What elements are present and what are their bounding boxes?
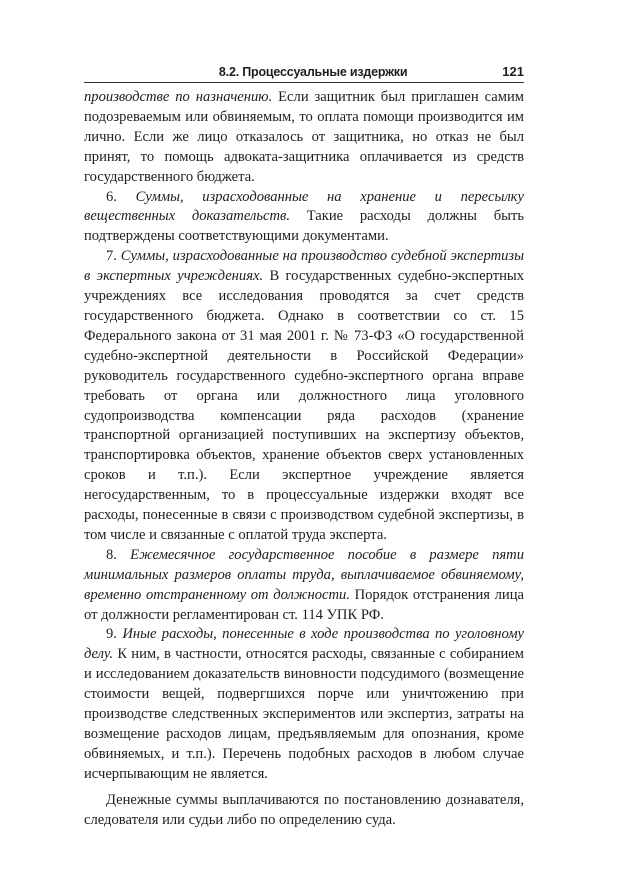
paragraph-item-7 [84, 247, 524, 546]
paragraph-text: Денежные суммы выплачиваются по постановлению дознавателя, следователя или судьи либо по определению суда. [84, 791, 524, 828]
paragraph-text: Если защитник был приглашен самим подозреваемым или обвиняемым, то оплата помощи производится им лично. Если же лицо отказалось от защитника, но отказ не был принят, то помощь адвоката-защитника оплачивается из средств государственного бюджета. [84, 89, 524, 185]
paragraph-italic: Суммы, израсходованные на хранение и пересылку вещественных доказательств. [84, 188, 524, 225]
running-header [84, 64, 524, 83]
paragraph-italic: Иные расходы, понесенные в ходе производства по уголовному делу. [84, 626, 524, 663]
paragraph-text: Такие расходы должны быть подтверждены соответствующими документами. [84, 208, 524, 245]
item-number: 9. [106, 626, 123, 643]
page-number: 121 [502, 64, 524, 79]
paragraph-continuation [84, 88, 524, 188]
paragraph-closing [84, 791, 524, 831]
paragraph-item-8 [84, 546, 524, 626]
page-body [84, 88, 524, 831]
item-number: 7. [106, 248, 121, 265]
section-title: 8.2. Процессуальные издержки [218, 65, 408, 79]
paragraph-text: К ним, в частности, относятся расходы, связанные с собиранием и исследованием доказательств виновности подсудимого (возмещение стоимости вещей, подвергшихся порче или уничтожению при производстве следственных экспериментов или экспертиз, затраты на возмещение расходов лицам, предъявляемым для опознания, кроме обвиняемых, и т.п.). Перечень подобных расходов в любом случае исчерпывающим не является. [84, 646, 524, 782]
paragraph-italic: производстве по назначению. [84, 89, 273, 105]
item-number: 6. [106, 188, 136, 205]
paragraph-text: В государственных судебно-экспертных учреждениях все исследования проводятся за счет средств государственного бюджета. Однако в соответствии со ст. 15 Федерального закона от 31 мая 2001 г. № 73-ФЗ «О государственной судебно-экспертной деятельности в Российской Федерации» руководитель государственного судебно-экспертного органа вправе требовать от органа или должностного лица уголовного судопроизводства компенсации ряда расходов (хранение транспортной организацией поступивших на экспертизу объектов, транспортировка объектов, хранение объектов сверх установленных сроков и т.п.). Если экспертное учреждение является негосударственным, то в процессуальные издержки входят все расходы, понесенные в связи с производством судебной экспертизы, в том числе и связанные с оплатой труда эксперта. [84, 268, 524, 543]
paragraph-item-6 [84, 188, 524, 248]
item-number: 8. [106, 546, 131, 563]
paragraph-italic: Ежемесячное государственное пособие в размере пяти минимальных размеров оплаты труда, выплачиваемое обвиняемому, временно отстраненному от должности. [84, 546, 524, 603]
paragraph-text: Порядок отстранения лица от должности регламентирован ст. 114 УПК РФ. [84, 586, 524, 623]
paragraph-italic: Суммы, израсходованные на производство судебной экспертизы в экспертных учреждениях. [84, 248, 524, 285]
paragraph-item-9 [84, 625, 524, 784]
book-page [84, 64, 524, 831]
